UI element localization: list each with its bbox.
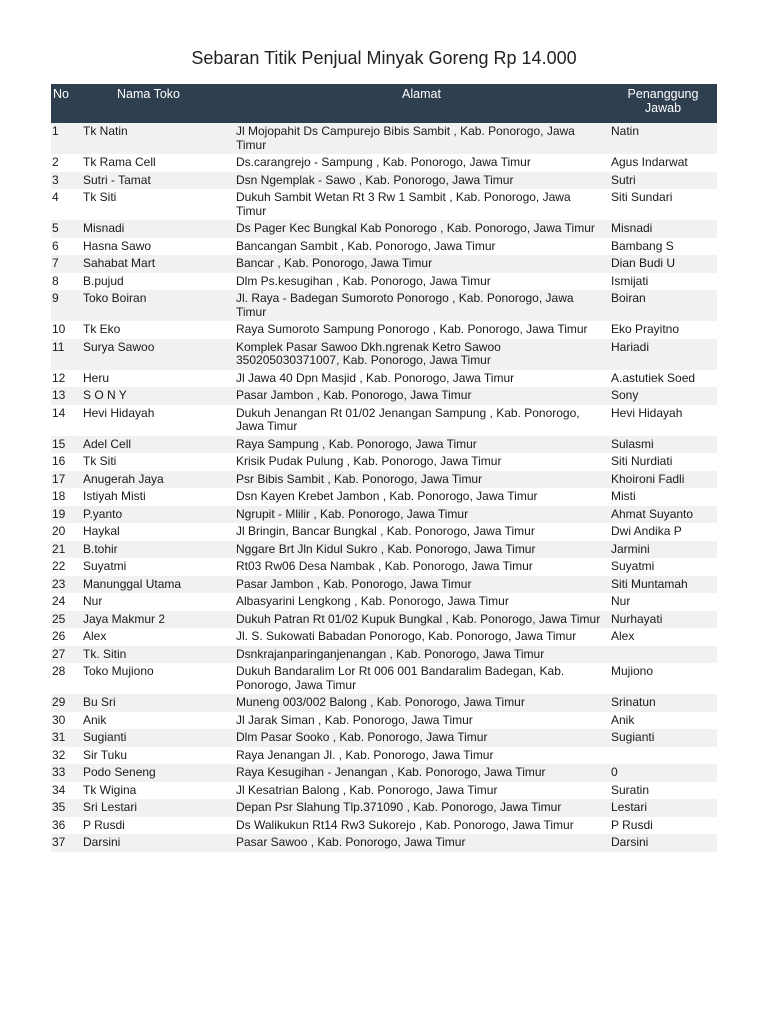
cell-no: 4 — [51, 189, 82, 220]
table-row — [51, 189, 717, 220]
table-row — [51, 576, 717, 594]
cell-nama-toko: Adel Cell — [82, 436, 234, 454]
cell-no: 7 — [51, 255, 82, 273]
cell-alamat: Dlm Pasar Sooko , Kab. Ponorogo, Jawa Timur — [234, 729, 609, 747]
table-row — [51, 558, 717, 576]
cell-nama-toko: Tk Rama Cell — [82, 154, 234, 172]
table-row — [51, 663, 717, 694]
table-row — [51, 628, 717, 646]
table-row — [51, 290, 717, 321]
cell-penanggung-jawab: Sony — [609, 387, 717, 405]
table-row — [51, 370, 717, 388]
cell-alamat: Jl. Raya - Badegan Sumoroto Ponorogo , Kab. Ponorogo, Jawa Timur — [234, 290, 609, 321]
table-row — [51, 799, 717, 817]
table-row — [51, 506, 717, 524]
cell-alamat: Jl Kesatrian Balong , Kab. Ponorogo, Jawa Timur — [234, 782, 609, 800]
cell-nama-toko: Hasna Sawo — [82, 238, 234, 256]
cell-alamat: Dukuh Patran Rt 01/02 Kupuk Bungkal , Kab. Ponorogo, Jawa Timur — [234, 611, 609, 629]
cell-penanggung-jawab: Sutri — [609, 172, 717, 190]
cell-penanggung-jawab: Dian Budi U — [609, 255, 717, 273]
cell-penanggung-jawab: Hevi Hidayah — [609, 405, 717, 436]
cell-no: 12 — [51, 370, 82, 388]
cell-alamat: Dsn Ngemplak - Sawo , Kab. Ponorogo, Jawa Timur — [234, 172, 609, 190]
cell-no: 23 — [51, 576, 82, 594]
cell-nama-toko: Sri Lestari — [82, 799, 234, 817]
cell-alamat: Pasar Jambon , Kab. Ponorogo, Jawa Timur — [234, 387, 609, 405]
cell-nama-toko: Alex — [82, 628, 234, 646]
table-row — [51, 712, 717, 730]
cell-nama-toko: S O N Y — [82, 387, 234, 405]
cell-nama-toko: Haykal — [82, 523, 234, 541]
cell-penanggung-jawab: Boiran — [609, 290, 717, 321]
cell-penanggung-jawab: Mujiono — [609, 663, 717, 694]
cell-alamat: Pasar Sawoo , Kab. Ponorogo, Jawa Timur — [234, 834, 609, 852]
cell-nama-toko: Sugianti — [82, 729, 234, 747]
cell-no: 25 — [51, 611, 82, 629]
cell-no: 13 — [51, 387, 82, 405]
table-row — [51, 523, 717, 541]
cell-no: 5 — [51, 220, 82, 238]
cell-penanggung-jawab: Hariadi — [609, 339, 717, 370]
cell-nama-toko: Misnadi — [82, 220, 234, 238]
table-row — [51, 817, 717, 835]
cell-alamat: Dlm Ps.kesugihan , Kab. Ponorogo, Jawa Timur — [234, 273, 609, 291]
cell-alamat: Raya Sumoroto Sampung Ponorogo , Kab. Ponorogo, Jawa Timur — [234, 321, 609, 339]
cell-alamat: Jl. S. Sukowati Babadan Ponorogo, Kab. Ponorogo, Jawa Timur — [234, 628, 609, 646]
cell-alamat: Muneng 003/002 Balong , Kab. Ponorogo, Jawa Timur — [234, 694, 609, 712]
table-row — [51, 405, 717, 436]
cell-no: 31 — [51, 729, 82, 747]
cell-no: 32 — [51, 747, 82, 765]
cell-no: 22 — [51, 558, 82, 576]
cell-nama-toko: Darsini — [82, 834, 234, 852]
cell-no: 21 — [51, 541, 82, 559]
cell-alamat: Albasyarini Lengkong , Kab. Ponorogo, Jawa Timur — [234, 593, 609, 611]
cell-penanggung-jawab: Agus Indarwat — [609, 154, 717, 172]
cell-alamat: Krisik Pudak Pulung , Kab. Ponorogo, Jawa Timur — [234, 453, 609, 471]
table-row — [51, 611, 717, 629]
cell-penanggung-jawab: Alex — [609, 628, 717, 646]
cell-alamat: Dsnkrajanparinganjenangan , Kab. Ponorogo, Jawa Timur — [234, 646, 609, 664]
cell-no: 8 — [51, 273, 82, 291]
cell-alamat: Dsn Kayen Krebet Jambon , Kab. Ponorogo, Jawa Timur — [234, 488, 609, 506]
header-penanggung-jawab: Penanggung Jawab — [609, 84, 717, 123]
table-row — [51, 782, 717, 800]
sellers-table — [51, 84, 717, 852]
cell-nama-toko: Sahabat Mart — [82, 255, 234, 273]
table-row — [51, 541, 717, 559]
cell-no: 2 — [51, 154, 82, 172]
cell-no: 28 — [51, 663, 82, 694]
cell-nama-toko: Toko Mujiono — [82, 663, 234, 694]
cell-nama-toko: Surya Sawoo — [82, 339, 234, 370]
cell-no: 3 — [51, 172, 82, 190]
cell-penanggung-jawab: Lestari — [609, 799, 717, 817]
cell-penanggung-jawab: Sugianti — [609, 729, 717, 747]
cell-nama-toko: Sutri - Tamat — [82, 172, 234, 190]
table-row — [51, 593, 717, 611]
cell-no: 20 — [51, 523, 82, 541]
table-row — [51, 123, 717, 154]
cell-no: 26 — [51, 628, 82, 646]
cell-no: 17 — [51, 471, 82, 489]
cell-no: 11 — [51, 339, 82, 370]
table-row — [51, 339, 717, 370]
cell-nama-toko: Anik — [82, 712, 234, 730]
cell-alamat: Raya Kesugihan - Jenangan , Kab. Ponorogo, Jawa Timur — [234, 764, 609, 782]
cell-alamat: Bancar , Kab. Ponorogo, Jawa Timur — [234, 255, 609, 273]
cell-no: 19 — [51, 506, 82, 524]
cell-nama-toko: Tk Natin — [82, 123, 234, 154]
cell-alamat: Pasar Jambon , Kab. Ponorogo, Jawa Timur — [234, 576, 609, 594]
cell-no: 15 — [51, 436, 82, 454]
cell-nama-toko: Podo Seneng — [82, 764, 234, 782]
cell-alamat: Nggare Brt Jln Kidul Sukro , Kab. Ponorogo, Jawa Timur — [234, 541, 609, 559]
header-nama-toko: Nama Toko — [82, 84, 234, 123]
cell-nama-toko: Istiyah Misti — [82, 488, 234, 506]
cell-no: 9 — [51, 290, 82, 321]
cell-penanggung-jawab: Ismijati — [609, 273, 717, 291]
cell-nama-toko: Tk Siti — [82, 189, 234, 220]
cell-no: 34 — [51, 782, 82, 800]
cell-penanggung-jawab: Suyatmi — [609, 558, 717, 576]
table-row — [51, 273, 717, 291]
cell-penanggung-jawab: Siti Muntamah — [609, 576, 717, 594]
cell-alamat: Raya Sampung , Kab. Ponorogo, Jawa Timur — [234, 436, 609, 454]
table-row — [51, 220, 717, 238]
table-row — [51, 154, 717, 172]
cell-nama-toko: B.pujud — [82, 273, 234, 291]
table-row — [51, 834, 717, 852]
cell-penanggung-jawab: Siti Nurdiati — [609, 453, 717, 471]
cell-nama-toko: Anugerah Jaya — [82, 471, 234, 489]
cell-nama-toko: P Rusdi — [82, 817, 234, 835]
table-row — [51, 646, 717, 664]
cell-no: 6 — [51, 238, 82, 256]
table-row — [51, 321, 717, 339]
cell-alamat: Ds Pager Kec Bungkal Kab Ponorogo , Kab. Ponorogo, Jawa Timur — [234, 220, 609, 238]
cell-no: 29 — [51, 694, 82, 712]
table-row — [51, 172, 717, 190]
cell-alamat: Ngrupit - Mlilir , Kab. Ponorogo, Jawa Timur — [234, 506, 609, 524]
cell-penanggung-jawab: Misti — [609, 488, 717, 506]
cell-penanggung-jawab: Khoironi Fadli — [609, 471, 717, 489]
table-row — [51, 729, 717, 747]
cell-alamat: Jl Jarak Siman , Kab. Ponorogo, Jawa Timur — [234, 712, 609, 730]
cell-alamat: Ds Walikukun Rt14 Rw3 Sukorejo , Kab. Ponorogo, Jawa Timur — [234, 817, 609, 835]
cell-alamat: Bancangan Sambit , Kab. Ponorogo, Jawa Timur — [234, 238, 609, 256]
cell-no: 36 — [51, 817, 82, 835]
cell-nama-toko: Jaya Makmur 2 — [82, 611, 234, 629]
table-row — [51, 488, 717, 506]
table-row — [51, 453, 717, 471]
cell-alamat: Depan Psr Slahung Tlp.371090 , Kab. Ponorogo, Jawa Timur — [234, 799, 609, 817]
table-row — [51, 747, 717, 765]
page-title: Sebaran Titik Penjual Minyak Goreng Rp 14.000 — [191, 48, 577, 68]
table-row — [51, 764, 717, 782]
table-row — [51, 694, 717, 712]
cell-no: 1 — [51, 123, 82, 154]
cell-nama-toko: Bu Sri — [82, 694, 234, 712]
cell-alamat: Raya Jenangan Jl. , Kab. Ponorogo, Jawa Timur — [234, 747, 609, 765]
cell-penanggung-jawab: Siti Sundari — [609, 189, 717, 220]
cell-alamat: Dukuh Bandaralim Lor Rt 006 001 Bandaralim Badegan, Kab. Ponorogo, Jawa Timur — [234, 663, 609, 694]
cell-penanggung-jawab: Nurhayati — [609, 611, 717, 629]
header-alamat: Alamat — [234, 84, 609, 123]
cell-penanggung-jawab: Darsini — [609, 834, 717, 852]
cell-no: 33 — [51, 764, 82, 782]
cell-nama-toko: Tk Eko — [82, 321, 234, 339]
table-row — [51, 387, 717, 405]
cell-no: 14 — [51, 405, 82, 436]
cell-penanggung-jawab: Sulasmi — [609, 436, 717, 454]
cell-nama-toko: Suyatmi — [82, 558, 234, 576]
cell-penanggung-jawab — [609, 646, 717, 664]
header-no: No — [51, 84, 82, 123]
cell-alamat: Jl Jawa 40 Dpn Masjid , Kab. Ponorogo, Jawa Timur — [234, 370, 609, 388]
cell-nama-toko: Tk Siti — [82, 453, 234, 471]
cell-no: 37 — [51, 834, 82, 852]
cell-alamat: Jl Bringin, Bancar Bungkal , Kab. Ponorogo, Jawa Timur — [234, 523, 609, 541]
cell-no: 16 — [51, 453, 82, 471]
cell-nama-toko: Hevi Hidayah — [82, 405, 234, 436]
cell-nama-toko: B.tohir — [82, 541, 234, 559]
cell-nama-toko: Toko Boiran — [82, 290, 234, 321]
cell-penanggung-jawab: Jarmini — [609, 541, 717, 559]
cell-penanggung-jawab: 0 — [609, 764, 717, 782]
cell-alamat: Jl Mojopahit Ds Campurejo Bibis Sambit , Kab. Ponorogo, Jawa Timur — [234, 123, 609, 154]
table-row — [51, 436, 717, 454]
cell-no: 27 — [51, 646, 82, 664]
cell-penanggung-jawab: Eko Prayitno — [609, 321, 717, 339]
cell-nama-toko: Tk. Sitin — [82, 646, 234, 664]
cell-no: 30 — [51, 712, 82, 730]
cell-penanggung-jawab: Srinatun — [609, 694, 717, 712]
cell-no: 10 — [51, 321, 82, 339]
cell-penanggung-jawab: Dwi Andika P — [609, 523, 717, 541]
table-row — [51, 255, 717, 273]
cell-nama-toko: Sir Tuku — [82, 747, 234, 765]
cell-alamat: Rt03 Rw06 Desa Nambak , Kab. Ponorogo, Jawa Timur — [234, 558, 609, 576]
table-row — [51, 238, 717, 256]
cell-alamat: Psr Bibis Sambit , Kab. Ponorogo, Jawa Timur — [234, 471, 609, 489]
cell-penanggung-jawab: Anik — [609, 712, 717, 730]
cell-no: 24 — [51, 593, 82, 611]
cell-alamat: Dukuh Sambit Wetan Rt 3 Rw 1 Sambit , Kab. Ponorogo, Jawa Timur — [234, 189, 609, 220]
cell-penanggung-jawab: Natin — [609, 123, 717, 154]
cell-penanggung-jawab: Misnadi — [609, 220, 717, 238]
cell-penanggung-jawab: Ahmat Suyanto — [609, 506, 717, 524]
cell-alamat: Komplek Pasar Sawoo Dkh.ngrenak Ketro Sawoo 350205030371007, Kab. Ponorogo, Jawa Timur — [234, 339, 609, 370]
cell-penanggung-jawab: Bambang S — [609, 238, 717, 256]
cell-penanggung-jawab: A.astutiek Soed — [609, 370, 717, 388]
cell-alamat: Ds.carangrejo - Sampung , Kab. Ponorogo, Jawa Timur — [234, 154, 609, 172]
cell-no: 35 — [51, 799, 82, 817]
cell-penanggung-jawab: Suratin — [609, 782, 717, 800]
cell-nama-toko: Tk Wigina — [82, 782, 234, 800]
cell-nama-toko: P.yanto — [82, 506, 234, 524]
cell-penanggung-jawab — [609, 747, 717, 765]
cell-penanggung-jawab: P Rusdi — [609, 817, 717, 835]
cell-nama-toko: Nur — [82, 593, 234, 611]
table-row — [51, 471, 717, 489]
cell-nama-toko: Manunggal Utama — [82, 576, 234, 594]
cell-nama-toko: Heru — [82, 370, 234, 388]
cell-alamat: Dukuh Jenangan Rt 01/02 Jenangan Sampung , Kab. Ponorogo, Jawa Timur — [234, 405, 609, 436]
table-header-row — [51, 84, 717, 123]
cell-penanggung-jawab: Nur — [609, 593, 717, 611]
cell-no: 18 — [51, 488, 82, 506]
